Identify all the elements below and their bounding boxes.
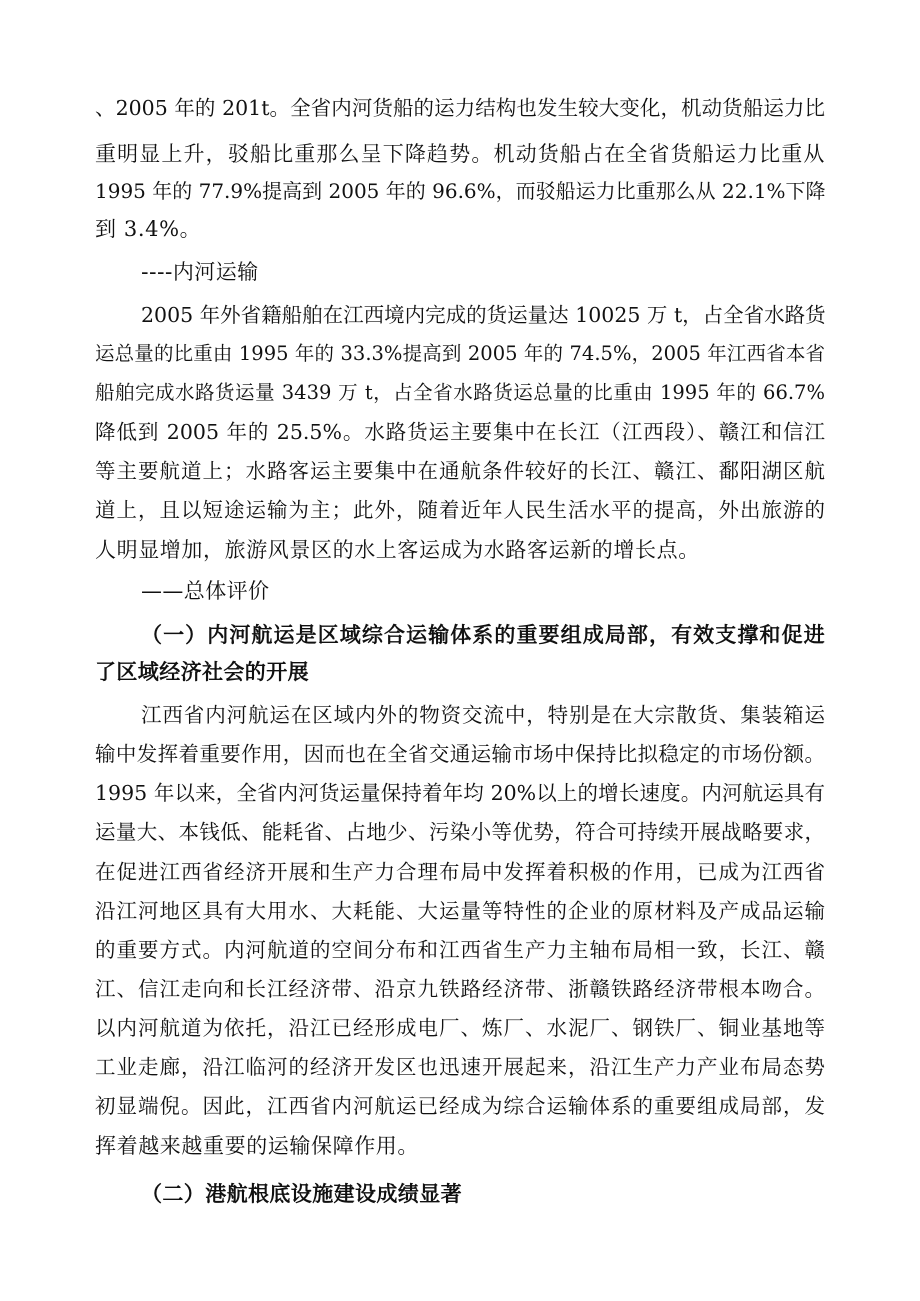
- text-line: 降低到 2005 年的 25.5%。水路货运主要集中在长江（江西段）、赣江和信江: [95, 420, 825, 444]
- text-line: 输中发挥着重要作用，因而也在全省交通运输市场中保持比拟稳定的市场份额。: [95, 742, 825, 766]
- text-line: 以内河航道为依托，沿江已经形成电厂、炼厂、水泥厂、钢铁厂、铜业基地等: [95, 1016, 825, 1040]
- heading-overall-evaluation: ——总体评价: [141, 579, 270, 603]
- section-title-line: 了区域经济社会的开展: [95, 660, 309, 684]
- text-line: 2005 年外省籍船舶在江西境内完成的货运量达 10025 万 t，占全省水路货: [141, 303, 826, 327]
- text-line: 船舶完成水路货运量 3439 万 t，占全省水路货运总量的比重由 1995 年的 66.7%: [95, 381, 825, 404]
- text-line: 、2005 年的 201t。全省内河货船的运力结构也发生较大变化，机动货船运力比: [95, 96, 825, 120]
- text-line: 重明显上升，驳船比重那么呈下降趋势。机动货船占在全省货船运力比重从: [95, 142, 825, 166]
- text-line: 沿江河地区具有大用水、大耗能、大运量等特性的企业的原材料及产成品运输: [95, 899, 825, 923]
- text-line: 道上，且以短途运输为主；此外，随着近年人民生活水平的提高，外出旅游的: [95, 498, 825, 522]
- text-line: 江西省内河航运在区域内外的物资交流中，特别是在大宗散货、集装箱运: [141, 703, 825, 727]
- text-line: 人明显增加，旅游风景区的水上客运成为水路客运新的增长点。: [95, 538, 700, 562]
- text-line: 等主要航道上；水路客运主要集中在通航条件较好的长江、赣江、鄱阳湖区航: [95, 459, 825, 483]
- section-title-line: （一）内河航运是区域综合运输体系的重要组成局部，有效支撑和促进: [141, 623, 825, 647]
- text-line: 工业走廊，沿江临河的经济开发区也迅速开展起来，沿江生产力产业布局态势: [95, 1055, 825, 1079]
- text-line: 运量大、本钱低、能耗省、占地少、污染小等优势，符合可持续开展战略要求，: [95, 820, 825, 844]
- text-line: 在促进江西省经济开展和生产力合理布局中发挥着积极的作用，已成为江西省: [95, 860, 825, 884]
- text-line: 到 3.4%。: [95, 217, 202, 241]
- text-line: 初显端倪。因此，江西省内河航运已经成为综合运输体系的重要组成局部，发: [95, 1094, 825, 1118]
- text-line: 挥着越来越重要的运输保障作用。: [95, 1134, 419, 1158]
- text-line: 1995 年的 77.9%提高到 2005 年的 96.6%，而驳船运力比重那么从 22.1%下降: [95, 179, 826, 203]
- section-2-title: （二）港航根底设施建设成绩显著: [141, 1182, 462, 1206]
- heading-inland-transport: ----内河运输: [141, 260, 259, 284]
- text-line: 1995 年以来，全省内河货运量保持着年均 20%以上的增长速度。内河航运具有: [95, 781, 825, 805]
- text-line: 的重要方式。内河航道的空间分布和江西省生产力主轴布局相一致，长江、赣: [95, 938, 825, 962]
- text-line: 江、信江走向和长江经济带、沿京九铁路经济带、浙赣铁路经济带根本吻合。: [95, 977, 825, 1001]
- text-line: 运总量的比重由 1995 年的 33.3%提高到 2005 年的 74.5%，2005 年江西省本省: [95, 342, 825, 365]
